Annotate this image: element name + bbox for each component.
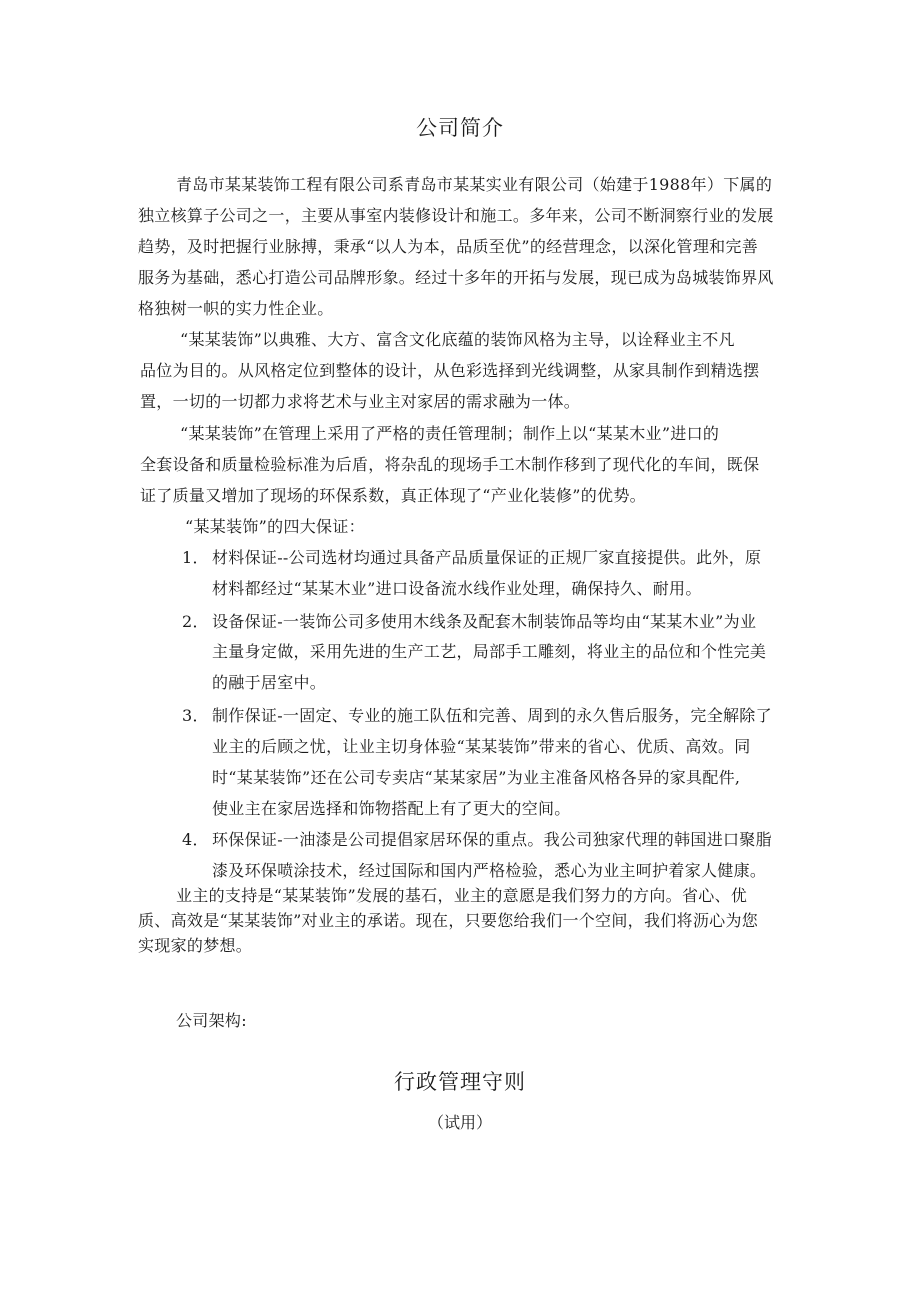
guarantee-line: 时“某某装饰”还在公司专卖店“某某家居”为业主准备风格各异的家具配件, xyxy=(212,768,741,787)
closing-line: 业主的支持是“某某装饰”发展的基石，业主的意愿是我们努力的方向。省心、优 xyxy=(176,886,748,905)
guarantee-line: 设备保证-一装饰公司多使用木线条及配套木制装饰品等均由“某某木业”为业 xyxy=(212,612,757,631)
guarantee-line: 制作保证-一固定、专业的施工队伍和完善、周到的永久售后服务，完全解除了 xyxy=(212,706,772,725)
guarantee-heading: “某某装饰”的四大保证： xyxy=(185,517,365,536)
management-line: “某某装饰”在管理上采用了严格的责任管理制；制作上以“某某木业”进口的 xyxy=(180,424,720,443)
guarantee-line: 材料保证--公司选材均通过具备产品质量保证的正规厂家直接提供。此外，原 xyxy=(212,548,762,567)
style-line: 置，一切的一切都力求将艺术与业主对家居的需求融为一体。 xyxy=(140,392,581,411)
closing-line: 实现家的梦想。 xyxy=(138,936,253,955)
closing-line: 质、高效是“某某装饰”对业主的承诺。现在，只要您给我们一个空间，我们将沥心为您 xyxy=(138,911,759,930)
guarantee-line: 的融于居室中。 xyxy=(212,673,327,692)
style-line: “某某装饰”以典雅、大方、富含文化底蕴的装饰风格为主导，以诠释业主不凡 xyxy=(180,330,735,349)
section-subtitle: （试用） xyxy=(427,1113,492,1132)
section-title: 行政管理守则 xyxy=(394,1070,526,1094)
guarantee-number: 1． xyxy=(182,548,209,567)
guarantee-line: 环保保证-一油漆是公司提倡家居环保的重点。我公司独家代理的韩国进口聚脂 xyxy=(212,830,772,849)
intro-line: 青岛市某某装饰工程有限公司系青岛市某某实业有限公司（始建于1988年）下属的 xyxy=(176,175,773,194)
management-line: 全套设备和质量检验标准为后盾，将杂乱的现场手工木制作移到了现代化的车间，既保 xyxy=(140,455,760,474)
structure-label: 公司架构: xyxy=(176,1011,247,1030)
guarantee-number: 3． xyxy=(182,706,209,725)
page-title: 公司简介 xyxy=(416,116,504,140)
guarantee-line: 材料都经过“某某木业”进口设备流水线作业处理，确保持久、耐用。 xyxy=(212,579,702,598)
guarantee-line: 业主的后顾之忧，让业主切身体验“某某装饰”带来的省心、优质、高效。同 xyxy=(212,737,751,756)
intro-line: 独立核算子公司之一，主要从事室内装修设计和施工。多年来，公司不断洞察行业的发展 xyxy=(138,206,774,225)
guarantee-number: 2． xyxy=(182,612,209,631)
intro-line: 格独树一帜的实力性企业。 xyxy=(138,299,334,318)
intro-line: 趋势，及时把握行业脉搏，秉承“以人为本，品质至优”的经营理念，以深化管理和完善 xyxy=(138,237,759,256)
guarantee-line: 使业主在家居选择和饰物搭配上有了更大的空间。 xyxy=(212,799,571,818)
intro-line: 服务为基础，悉心打造公司品牌形象。经过十多年的开拓与发展，现已成为岛城装饰界风 xyxy=(138,268,774,287)
style-line: 品位为目的。从风格定位到整体的设计，从色彩选择到光线调整，从家具制作到精选摆 xyxy=(140,361,760,380)
management-line: 证了质量又增加了现场的环保系数，真正体现了“产业化装修”的优势。 xyxy=(140,486,646,505)
guarantee-line: 主量身定做，采用先进的生产工艺，局部手工雕刻，将业主的品位和个性完美 xyxy=(212,642,767,661)
guarantee-number: 4． xyxy=(182,830,209,849)
guarantee-line: 漆及环保喷涂技术，经过国际和国内严格检验，悉心为业主呵护着家人健康。 xyxy=(212,861,767,880)
